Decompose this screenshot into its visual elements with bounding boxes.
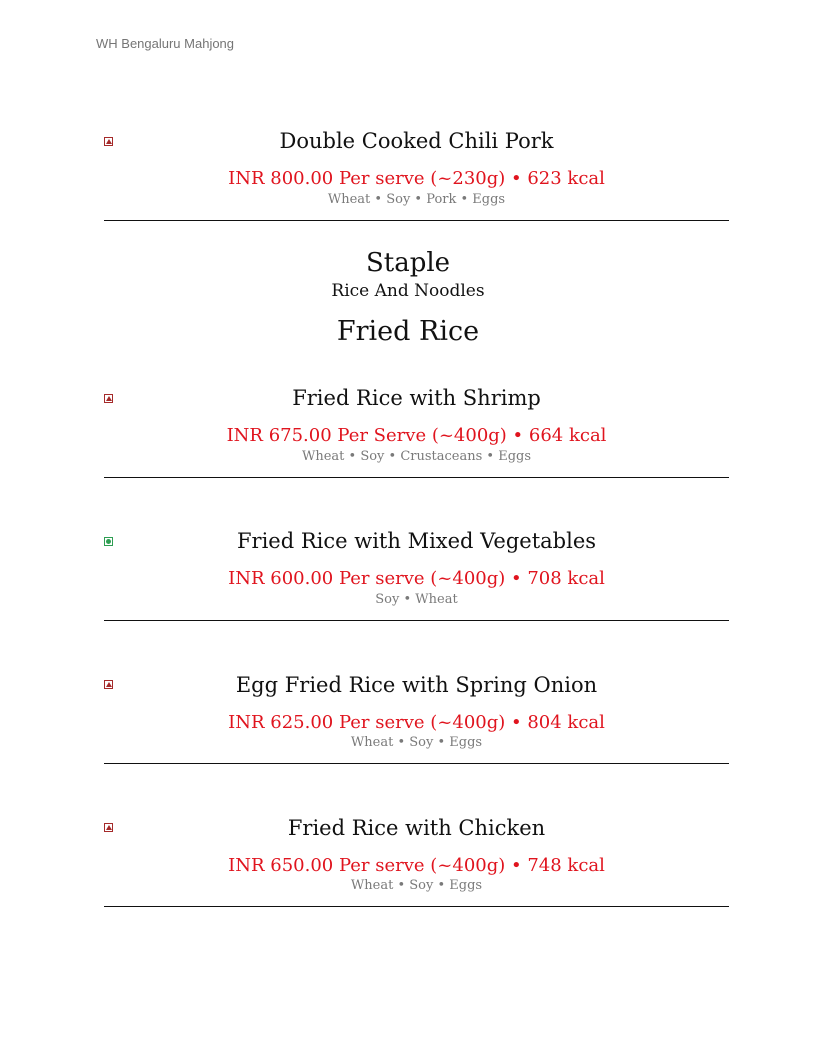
divider: [104, 906, 729, 907]
item-price: INR 650.00 Per serve (~400g) • 748 kcal: [228, 855, 605, 876]
item-allergens: Wheat • Soy • Eggs: [350, 878, 483, 893]
divider: [104, 220, 729, 221]
item-price: INR 800.00 Per serve (~230g) • 623 kcal: [228, 168, 605, 189]
item-name: Egg Fried Rice with Spring Onion: [235, 673, 598, 697]
item-name: Fried Rice with Chicken: [287, 816, 546, 840]
menu-item: [104, 126, 729, 226]
menu-item: [104, 526, 729, 626]
section-subtitle: Rice And Noodles: [331, 281, 485, 301]
menu-item: [104, 383, 729, 483]
divider: [104, 477, 729, 478]
divider: [104, 763, 729, 764]
item-price: INR 600.00 Per serve (~400g) • 708 kcal: [228, 568, 605, 589]
item-name: Double Cooked Chili Pork: [279, 129, 554, 153]
section-title: Staple: [365, 248, 451, 278]
item-name: Fried Rice with Shrimp: [292, 386, 541, 410]
item-price: INR 675.00 Per Serve (~400g) • 664 kcal: [226, 425, 607, 446]
menu-item: [104, 670, 729, 770]
item-allergens: Wheat • Soy • Crustaceans • Eggs: [301, 449, 532, 464]
category-title: Fried Rice: [336, 316, 480, 347]
item-allergens: Soy • Wheat: [375, 592, 458, 607]
item-allergens: Wheat • Soy • Pork • Eggs: [327, 192, 506, 207]
item-name: Fried Rice with Mixed Vegetables: [236, 529, 597, 553]
item-price: INR 625.00 Per serve (~400g) • 804 kcal: [228, 712, 605, 733]
restaurant-name: WH Bengaluru Mahjong: [96, 36, 235, 51]
divider: [104, 620, 729, 621]
menu-item: [104, 813, 729, 913]
item-allergens: Wheat • Soy • Eggs: [350, 735, 483, 750]
